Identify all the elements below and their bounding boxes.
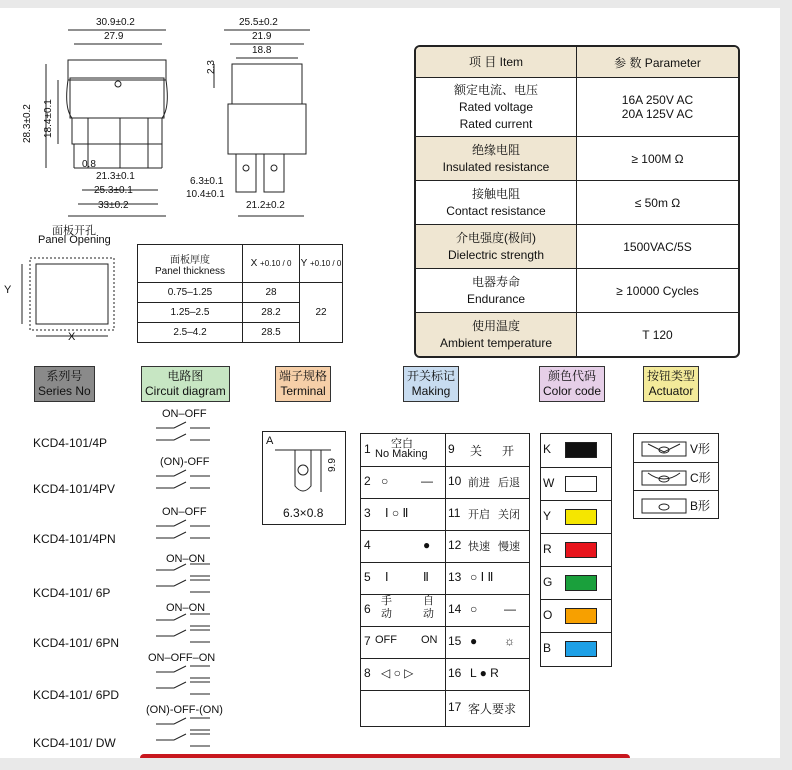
header-terminal-cn: 端子规格 [279, 369, 328, 383]
header-making [403, 366, 459, 402]
side-dim-pin-a: 6.3±0.1 [190, 176, 224, 187]
spec-value: 1500VAC/5S [623, 239, 692, 254]
panel-thickness: 0.75–1.25 [138, 283, 243, 303]
making-a: 快速 [468, 541, 490, 553]
spec-cn: 介电强度(极间) [456, 230, 536, 245]
making-num: 5 [364, 570, 371, 584]
series-name: KCD4-101/4PN [33, 532, 116, 546]
making-text: 空白 [391, 438, 413, 450]
terminal-drawing [271, 442, 341, 502]
spec-row [416, 312, 738, 356]
making-b: — [421, 474, 433, 488]
dim-height-inner: 18.4±0.1 [43, 99, 54, 138]
side-dim-2: 21.9 [252, 31, 272, 42]
panel-h3-tol: +0.10 / 0 [309, 259, 342, 268]
panel-x: 28.2 [243, 303, 300, 323]
spec-en: Endurance [466, 291, 526, 306]
making-num: 13 [448, 570, 462, 584]
circuit-mode: (ON)-OFF [160, 456, 210, 468]
color-code: W [543, 476, 555, 490]
making-b: 自动 [423, 595, 434, 620]
dim-height-left: 28.3±0.2 [22, 104, 33, 143]
spec-row [416, 77, 738, 136]
spec-header-item: 项 目 Item [416, 47, 577, 77]
actuator-label: V形 [690, 442, 711, 456]
header-terminal-en: Terminal [280, 384, 326, 398]
header-color-en: Color code [543, 384, 602, 398]
making-b: 慢速 [498, 541, 520, 553]
series-name: KCD4-101/4P [33, 436, 108, 450]
spec-value: T 120 [642, 327, 673, 342]
panel-opening-cn: 面板开孔 [52, 225, 96, 237]
color-code: K [543, 442, 552, 456]
actuator-label: C形 [690, 471, 711, 485]
making-num: 6 [364, 602, 371, 616]
header-series-en: Series No [38, 384, 91, 398]
panel-h1-cn: 面板厚度 [170, 254, 210, 266]
actuator-list [633, 433, 719, 519]
making-b: 关闭 [498, 509, 520, 521]
color-swatch [565, 476, 597, 492]
side-dim-top: 25.5±0.2 [239, 17, 278, 28]
color-code: Y [543, 509, 552, 523]
axis-x-label: X [68, 331, 76, 343]
making-b: — [504, 602, 516, 616]
spec-row [416, 268, 738, 312]
series-name: KCD4-101/ 6P [33, 586, 111, 600]
making-a: ○ Ⅰ Ⅱ [470, 570, 494, 584]
header-series [34, 366, 95, 402]
spec-en: Rated voltage [458, 99, 534, 114]
panel-h1-en: Panel thickness [154, 265, 226, 277]
side-dim-pin-b: 10.4±0.1 [186, 189, 225, 200]
making-text2: No Making [375, 448, 428, 460]
spec-cn: 接触电阻 [471, 186, 520, 201]
making-num: 10 [448, 474, 462, 488]
panel-opening-en: Panel Opening [38, 234, 111, 246]
spec-en: Insulated resistance [442, 159, 550, 174]
spec-cn: 电器寿命 [471, 274, 520, 289]
terminal-dim-v: 9.9 [327, 458, 338, 472]
making-a: OFF [375, 634, 397, 646]
making-a: 关 [470, 444, 483, 458]
actuator-row [634, 462, 718, 491]
color-row [541, 533, 611, 566]
color-swatch [565, 442, 597, 458]
making-a: ◁ ○ ▷ [381, 666, 414, 680]
color-code: G [543, 575, 553, 589]
making-b: 开 [502, 444, 515, 458]
side-dim-3: 18.8 [252, 45, 272, 56]
making-num: 12 [448, 538, 462, 552]
header-color [539, 366, 605, 402]
header-terminal [275, 366, 331, 402]
color-row [541, 566, 611, 599]
bottom-banner-edge [140, 754, 630, 758]
spec-value: 16A 250V AC [621, 93, 694, 107]
making-a: 前进 [468, 477, 490, 489]
header-circuit-cn: 电路图 [167, 369, 204, 383]
panel-y: 22 [300, 283, 343, 343]
actuator-c-icon [640, 467, 688, 487]
panel-x: 28.5 [243, 323, 300, 343]
panel-h2: X [250, 258, 258, 269]
datasheet [0, 8, 780, 758]
side-dim-vert: 2.3 [206, 60, 217, 74]
making-a: Ⅰ ○ Ⅱ [385, 506, 409, 520]
making-num: 16 [448, 666, 462, 680]
spec-header-param: 参 数 Parameter [614, 55, 701, 70]
color-swatch [565, 509, 597, 525]
header-circuit-en: Circuit diagram [145, 384, 226, 398]
dim-inner-top: 27.9 [104, 31, 124, 42]
spec-row [416, 224, 738, 268]
terminal-dim-h: 6.3×0.8 [283, 506, 324, 520]
spec-value: ≥ 10000 Cycles [616, 283, 699, 298]
making-left-col [361, 434, 445, 690]
dim-small: 0.8 [82, 159, 96, 170]
making-a: 客人要求 [468, 702, 517, 716]
side-dim-bottom: 21.2±0.2 [246, 200, 285, 211]
spec-row [416, 136, 738, 180]
color-swatch [565, 608, 597, 624]
making-a: ● [423, 538, 431, 552]
circuit-mode: ON–OFF [162, 506, 207, 518]
spec-en: Ambient temperature [439, 335, 553, 350]
spec-table [414, 45, 740, 358]
dim-pin1: 21.3±0.1 [96, 171, 135, 182]
circuit-diagrams [150, 420, 230, 760]
making-a: 开启 [468, 509, 490, 521]
making-a: 手动 [381, 595, 392, 620]
color-row [541, 467, 611, 500]
series-name: KCD4-101/ 6PD [33, 688, 120, 702]
making-right-col [446, 434, 529, 726]
making-num: 8 [364, 666, 371, 680]
header-circuit [141, 366, 230, 402]
axis-y-label: Y [4, 284, 12, 296]
color-swatch [565, 575, 597, 591]
dim-width-top: 30.9±0.2 [96, 17, 135, 28]
color-row [541, 632, 611, 665]
series-name: KCD4-101/4PV [33, 482, 116, 496]
making-b: ☼ [504, 634, 515, 648]
making-num: 7 [364, 634, 371, 648]
making-b: Ⅱ [423, 570, 429, 584]
series-name: KCD4-101/ 6PN [33, 636, 120, 650]
spec-value: ≤ 50m Ω [634, 195, 681, 210]
making-b: ON [421, 634, 438, 646]
making-num: 2 [364, 474, 371, 488]
color-row [541, 500, 611, 533]
circuit-mode: ON–ON [166, 553, 206, 565]
spec-cn: 额定电流、电压 [453, 82, 538, 97]
making-num: 15 [448, 634, 462, 648]
color-code: O [543, 608, 553, 622]
circuit-mode: ON–OFF [162, 408, 207, 420]
making-a: Ⅰ [385, 570, 389, 584]
panel-x: 28 [243, 283, 300, 303]
actuator-v-icon [640, 438, 688, 458]
series-name: KCD4-101/ DW [33, 736, 116, 750]
making-a: ● [470, 634, 478, 648]
color-row [541, 434, 611, 466]
making-num: 11 [448, 506, 461, 520]
circuit-mode: ON–OFF–ON [148, 652, 216, 664]
dim-bottom: 33±0.2 [98, 200, 129, 211]
actuator-row [634, 490, 718, 519]
circuit-mode: (ON)-OFF-(ON) [146, 704, 223, 716]
spec-cn: 使用温度 [471, 318, 520, 333]
actuator-label: B形 [690, 499, 711, 513]
spec-en: Dielectric strength [447, 247, 545, 262]
panel-h2-tol: +0.10 / 0 [260, 259, 292, 268]
making-num: 14 [448, 602, 462, 616]
circuit-mode: ON–ON [166, 602, 206, 614]
making-a: L ● R [470, 666, 499, 680]
actuator-row [634, 434, 718, 462]
spec-value2: 20A 125V AC [621, 107, 694, 121]
spec-cn: 绝缘电阻 [471, 142, 520, 157]
spec-header-row [416, 47, 738, 77]
making-a: ○ [381, 474, 389, 488]
panel-thickness: 1.25–2.5 [138, 303, 243, 323]
making-num: 4 [364, 538, 371, 552]
header-making-en: Making [411, 384, 451, 398]
color-swatch [565, 542, 597, 558]
header-making-cn: 开关标记 [407, 369, 456, 383]
color-swatch [565, 641, 597, 657]
color-code: R [543, 542, 552, 556]
spec-en2: Rated current [459, 116, 533, 131]
making-grid [360, 433, 530, 727]
actuator-b-icon [640, 495, 688, 515]
color-code: B [543, 641, 552, 655]
spec-row [416, 180, 738, 224]
header-actuator [643, 366, 699, 402]
making-num: 3 [364, 506, 371, 520]
panel-h3: Y [300, 258, 308, 269]
panel-thickness-table [137, 244, 343, 343]
making-num: 17 [448, 700, 462, 714]
header-actuator-en: Actuator [648, 384, 694, 398]
making-a: ○ [470, 602, 478, 616]
making-num: 9 [448, 442, 455, 456]
terminal-label: A [266, 435, 274, 447]
dim-pin2: 25.3±0.1 [94, 185, 133, 196]
color-row [541, 599, 611, 632]
making-num: 1 [364, 442, 371, 456]
panel-thickness: 2.5–4.2 [138, 323, 243, 343]
spec-value: ≥ 100M Ω [631, 151, 684, 166]
making-b: 后退 [498, 477, 520, 489]
header-actuator-cn: 按钮类型 [647, 369, 696, 383]
terminal-box [262, 431, 346, 525]
spec-en: Contact resistance [446, 203, 546, 218]
header-series-cn: 系列号 [46, 369, 83, 383]
header-color-cn: 颜色代码 [548, 369, 597, 383]
color-code-list [540, 433, 612, 667]
